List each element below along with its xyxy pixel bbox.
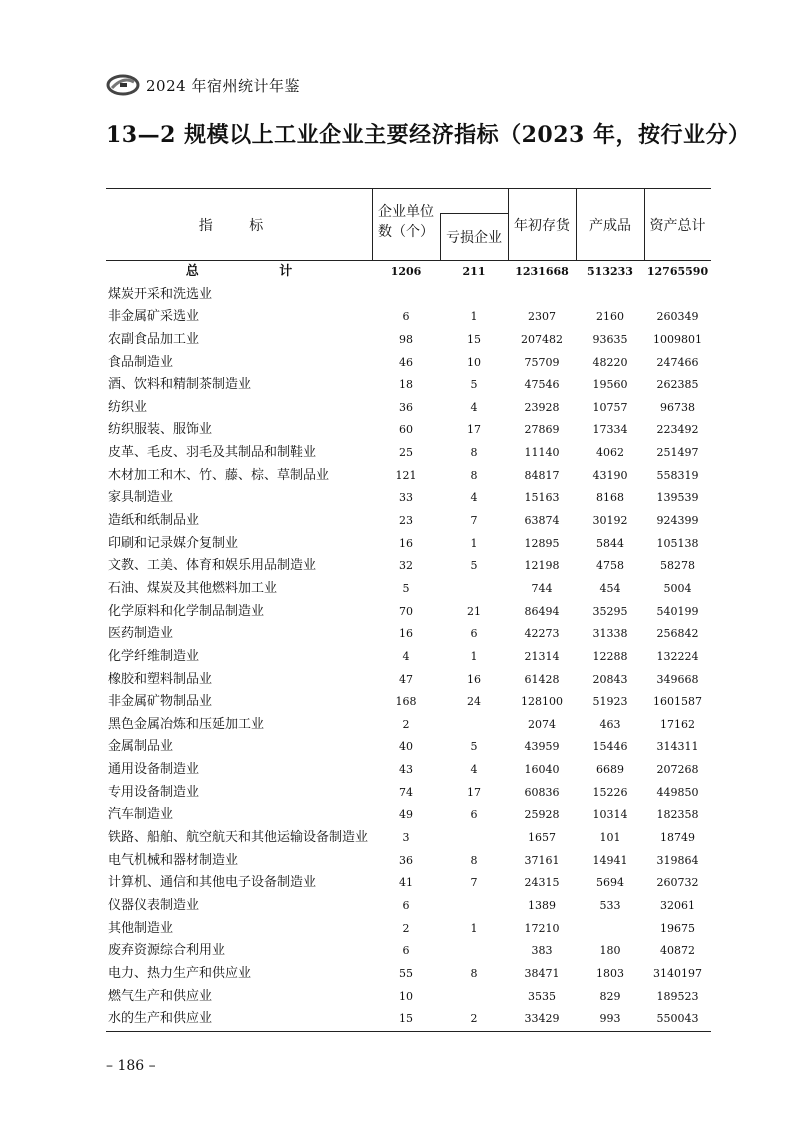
cell-finished: 4758 xyxy=(596,559,624,573)
cell-finished: 5694 xyxy=(596,876,624,890)
table-row xyxy=(106,555,711,578)
row-name: 农副食品加工业 xyxy=(108,331,200,347)
table-row xyxy=(106,646,711,669)
cell-assets: 251497 xyxy=(656,446,699,460)
row-name: 汽车制造业 xyxy=(108,807,174,823)
row-name: 家具制造业 xyxy=(108,490,174,506)
cell-finished: 20843 xyxy=(592,672,628,686)
cell-enterprises: 46 xyxy=(399,355,413,369)
table-row xyxy=(106,736,711,759)
cell-inventory: 43959 xyxy=(524,740,560,754)
col-header-assets: 资产总计 xyxy=(649,217,706,234)
cell-loss: 10 xyxy=(467,355,481,369)
row-name: 纺织业 xyxy=(108,399,148,415)
row-name: 仪器仪表制造业 xyxy=(108,897,200,913)
cell-assets: 924399 xyxy=(656,514,699,528)
cell-enterprises: 55 xyxy=(399,966,413,980)
cell-assets: 314311 xyxy=(656,740,699,754)
row-name: 木材加工和木、竹、藤、棕、草制品业 xyxy=(108,467,330,483)
row-name: 燃气生产和供应业 xyxy=(108,988,213,1004)
row-name: 专用设备制造业 xyxy=(108,784,200,800)
cell-enterprises: 10 xyxy=(399,989,413,1003)
cell-inventory: 383 xyxy=(531,944,553,958)
cell-assets: 260732 xyxy=(656,876,699,890)
row-name: 金属制品业 xyxy=(108,739,174,755)
table-row xyxy=(106,669,711,692)
col-header-indicator: 指 标 xyxy=(198,217,280,234)
cell-assets: 12765590 xyxy=(646,265,709,278)
cell-inventory: 207482 xyxy=(521,332,563,346)
table-row xyxy=(106,306,711,329)
row-name: 文教、工美、体育和娱乐用品制造业 xyxy=(108,558,317,574)
row-name: 总 计 xyxy=(185,264,331,279)
cell-enterprises: 18 xyxy=(399,378,413,392)
col-divider xyxy=(508,189,509,260)
row-name: 石油、煤炭及其他燃料加工业 xyxy=(108,580,278,596)
cell-inventory: 27869 xyxy=(524,423,560,437)
cell-assets: 449850 xyxy=(656,785,699,799)
cell-inventory: 23928 xyxy=(524,400,560,414)
table-bottom-rule xyxy=(106,1031,711,1032)
cell-loss: 6 xyxy=(470,808,478,822)
cell-enterprises: 6 xyxy=(402,944,410,958)
cell-enterprises: 43 xyxy=(399,763,413,777)
table-header xyxy=(106,189,711,260)
table-row-total xyxy=(106,261,711,284)
cell-assets: 262385 xyxy=(656,378,699,392)
cell-inventory: 1657 xyxy=(528,831,556,845)
cell-loss: 8 xyxy=(470,853,478,867)
cell-assets: 5004 xyxy=(663,581,692,595)
table-row xyxy=(106,397,711,420)
row-name: 电气机械和器材制造业 xyxy=(108,852,239,868)
row-name: 皮革、毛皮、羽毛及其制品和制鞋业 xyxy=(108,445,317,461)
table-row xyxy=(106,465,711,488)
cell-assets: 3140197 xyxy=(653,966,702,980)
row-name: 医药制造业 xyxy=(108,626,174,642)
cell-loss: 15 xyxy=(467,332,481,346)
cell-enterprises: 25 xyxy=(399,446,413,460)
row-name: 非金属矿采选业 xyxy=(108,309,200,325)
cell-enterprises: 6 xyxy=(402,310,410,324)
cell-inventory: 2307 xyxy=(528,310,556,324)
cell-loss: 1 xyxy=(470,310,478,324)
cell-enterprises: 2 xyxy=(402,717,410,731)
table-row xyxy=(106,986,711,1009)
table-row xyxy=(106,419,711,442)
cell-finished: 4062 xyxy=(596,446,624,460)
cell-finished: 15226 xyxy=(592,785,628,799)
cell-inventory: 33429 xyxy=(524,1012,560,1026)
cell-enterprises: 1206 xyxy=(390,265,422,278)
row-name: 水的生产和供应业 xyxy=(108,1011,213,1027)
cell-assets: 17162 xyxy=(660,717,695,731)
table-row xyxy=(106,963,711,986)
cell-loss: 24 xyxy=(467,695,481,709)
table-row xyxy=(106,329,711,352)
cell-loss: 4 xyxy=(470,400,478,414)
cell-inventory: 42273 xyxy=(524,627,560,641)
cell-inventory: 15163 xyxy=(524,491,560,505)
cell-finished: 5844 xyxy=(596,536,624,550)
cell-finished: 101 xyxy=(599,831,621,845)
table-row xyxy=(106,374,711,397)
cell-enterprises: 15 xyxy=(399,1012,413,1026)
cell-assets: 1601587 xyxy=(653,695,702,709)
cell-assets: 1009801 xyxy=(653,332,702,346)
cell-finished: 15446 xyxy=(592,740,628,754)
col-divider xyxy=(372,189,373,260)
cell-enterprises: 3 xyxy=(402,831,410,845)
cell-inventory: 84817 xyxy=(524,468,560,482)
cell-assets: 540199 xyxy=(656,604,699,618)
row-name: 废弃资源综合利用业 xyxy=(108,943,226,959)
table-row xyxy=(106,804,711,827)
cell-finished: 829 xyxy=(599,989,621,1003)
page-title: 13—2 规模以上工业企业主要经济指标（2023 年，按行业分） xyxy=(106,122,751,148)
cell-loss: 5 xyxy=(470,559,478,573)
cell-assets: 223492 xyxy=(656,423,699,437)
cell-enterprises: 98 xyxy=(399,332,413,346)
data-table xyxy=(106,188,711,1032)
cell-assets: 139539 xyxy=(656,491,699,505)
page-number: – 186 – xyxy=(106,1058,156,1074)
table-row xyxy=(106,284,711,307)
cell-assets: 189523 xyxy=(656,989,699,1003)
cell-enterprises: 5 xyxy=(402,581,410,595)
cell-enterprises: 36 xyxy=(399,400,413,414)
cell-assets: 247466 xyxy=(656,355,699,369)
table-row xyxy=(106,782,711,805)
cell-finished: 533 xyxy=(599,898,621,912)
cell-inventory: 37161 xyxy=(524,853,560,867)
cell-enterprises: 6 xyxy=(402,898,410,912)
table-row xyxy=(106,691,711,714)
cell-finished: 10757 xyxy=(592,400,628,414)
cell-loss: 7 xyxy=(470,514,478,528)
cell-loss: 211 xyxy=(462,265,486,278)
cell-assets: 132224 xyxy=(656,649,699,663)
cell-inventory: 11140 xyxy=(524,446,560,460)
row-name: 纺织服装、服饰业 xyxy=(108,422,213,438)
book-title: 2024 年宿州统计年鉴 xyxy=(146,76,300,95)
cell-finished: 17334 xyxy=(592,423,628,437)
table-row xyxy=(106,533,711,556)
row-name: 煤炭开采和洗选业 xyxy=(108,286,213,302)
cell-assets: 18749 xyxy=(660,831,695,845)
row-name: 造纸和纸制品业 xyxy=(108,513,200,529)
row-name: 计算机、通信和其他电子设备制造业 xyxy=(108,875,317,891)
cell-finished: 8168 xyxy=(596,491,624,505)
row-name: 其他制造业 xyxy=(108,920,174,936)
row-name: 化学纤维制造业 xyxy=(108,648,200,664)
cell-loss: 1 xyxy=(470,921,478,935)
cell-finished: 454 xyxy=(599,581,621,595)
cell-finished: 513233 xyxy=(587,265,633,278)
table-row xyxy=(106,442,711,465)
cell-inventory: 1231668 xyxy=(515,265,569,278)
cell-finished: 30192 xyxy=(592,514,628,528)
cell-enterprises: 2 xyxy=(402,921,410,935)
running-header xyxy=(106,70,300,100)
table-row xyxy=(106,714,711,737)
cell-inventory: 21314 xyxy=(524,649,560,663)
table-row xyxy=(106,1008,711,1031)
col-header-finished: 产成品 xyxy=(589,217,631,234)
table-row xyxy=(106,850,711,873)
cell-assets: 256842 xyxy=(656,627,699,641)
cell-loss: 8 xyxy=(470,468,478,482)
cell-enterprises: 70 xyxy=(399,604,413,618)
cell-enterprises: 41 xyxy=(399,876,413,890)
cell-finished: 31338 xyxy=(592,627,628,641)
col-divider xyxy=(644,189,645,260)
table-row xyxy=(106,352,711,375)
cell-loss: 8 xyxy=(470,966,478,980)
cell-enterprises: 121 xyxy=(395,468,417,482)
cell-loss: 16 xyxy=(467,672,481,686)
cell-inventory: 38471 xyxy=(524,966,560,980)
cell-enterprises: 74 xyxy=(399,785,413,799)
cell-assets: 558319 xyxy=(656,468,699,482)
col-divider xyxy=(440,213,441,260)
table-row xyxy=(106,827,711,850)
cell-loss: 1 xyxy=(470,536,478,550)
cell-enterprises: 16 xyxy=(399,627,413,641)
cell-finished: 19560 xyxy=(592,378,628,392)
subheader-rule xyxy=(440,213,508,214)
cell-inventory: 17210 xyxy=(524,921,560,935)
row-name: 电力、热力生产和供应业 xyxy=(108,965,252,981)
table-row xyxy=(106,510,711,533)
cell-inventory: 1389 xyxy=(528,898,556,912)
row-name: 非金属矿物制品业 xyxy=(108,694,213,710)
cell-loss: 4 xyxy=(470,763,478,777)
cell-finished: 43190 xyxy=(592,468,628,482)
cell-assets: 550043 xyxy=(656,1012,699,1026)
cell-assets: 19675 xyxy=(660,921,695,935)
cell-inventory: 61428 xyxy=(524,672,560,686)
cell-enterprises: 32 xyxy=(399,559,413,573)
cell-finished: 1803 xyxy=(596,966,624,980)
yearbook-logo-icon xyxy=(106,74,140,96)
cell-finished: 93635 xyxy=(592,332,628,346)
cell-inventory: 63874 xyxy=(524,514,560,528)
cell-enterprises: 47 xyxy=(399,672,413,686)
table-row xyxy=(106,940,711,963)
cell-assets: 182358 xyxy=(656,808,699,822)
cell-finished: 463 xyxy=(599,717,621,731)
table-row xyxy=(106,601,711,624)
cell-assets: 96738 xyxy=(660,400,695,414)
cell-inventory: 744 xyxy=(531,581,553,595)
cell-finished: 6689 xyxy=(596,763,624,777)
cell-assets: 319864 xyxy=(656,853,699,867)
cell-inventory: 3535 xyxy=(528,989,556,1003)
cell-enterprises: 60 xyxy=(399,423,413,437)
cell-inventory: 12198 xyxy=(524,559,560,573)
cell-loss: 5 xyxy=(470,740,478,754)
cell-enterprises: 40 xyxy=(399,740,413,754)
col-header-loss: 亏损企业 xyxy=(446,229,502,246)
cell-loss: 17 xyxy=(467,785,481,799)
cell-loss: 21 xyxy=(467,604,481,618)
cell-enterprises: 33 xyxy=(399,491,413,505)
cell-finished: 48220 xyxy=(592,355,628,369)
row-name: 化学原料和化学制品制造业 xyxy=(108,603,265,619)
cell-finished: 993 xyxy=(599,1012,621,1026)
cell-inventory: 47546 xyxy=(524,378,560,392)
cell-enterprises: 23 xyxy=(399,514,413,528)
cell-enterprises: 16 xyxy=(399,536,413,550)
table-row xyxy=(106,759,711,782)
cell-finished: 51923 xyxy=(592,695,628,709)
cell-finished: 35295 xyxy=(592,604,628,618)
cell-loss: 2 xyxy=(470,1012,478,1026)
cell-finished: 12288 xyxy=(592,649,628,663)
row-name: 印刷和记录媒介复制业 xyxy=(108,535,239,551)
cell-loss: 1 xyxy=(470,649,478,663)
col-header-enterprises: 企业单位数（个） xyxy=(378,204,434,240)
cell-loss: 6 xyxy=(470,627,478,641)
table-row xyxy=(106,895,711,918)
cell-finished: 10314 xyxy=(592,808,628,822)
cell-loss: 4 xyxy=(470,491,478,505)
cell-inventory: 12895 xyxy=(524,536,560,550)
table-row xyxy=(106,623,711,646)
cell-inventory: 16040 xyxy=(524,763,560,777)
cell-assets: 207268 xyxy=(656,763,699,777)
cell-inventory: 25928 xyxy=(524,808,560,822)
cell-loss: 8 xyxy=(470,446,478,460)
cell-enterprises: 168 xyxy=(395,695,417,709)
cell-loss: 7 xyxy=(470,876,478,890)
cell-assets: 105138 xyxy=(656,536,699,550)
cell-inventory: 86494 xyxy=(524,604,560,618)
cell-assets: 349668 xyxy=(656,672,699,686)
col-divider xyxy=(576,189,577,260)
table-row xyxy=(106,872,711,895)
cell-finished: 2160 xyxy=(596,310,624,324)
cell-loss: 17 xyxy=(467,423,481,437)
cell-assets: 58278 xyxy=(660,559,695,573)
cell-enterprises: 36 xyxy=(399,853,413,867)
cell-inventory: 2074 xyxy=(528,717,556,731)
cell-finished: 14941 xyxy=(592,853,628,867)
row-name: 黑色金属冶炼和压延加工业 xyxy=(108,716,265,732)
cell-enterprises: 49 xyxy=(399,808,413,822)
cell-inventory: 24315 xyxy=(524,876,560,890)
row-name: 食品制造业 xyxy=(108,354,174,370)
cell-enterprises: 4 xyxy=(402,649,410,663)
table-row xyxy=(106,487,711,510)
col-header-inventory: 年初存货 xyxy=(514,217,570,234)
row-name: 酒、饮料和精制茶制造业 xyxy=(108,377,252,393)
table-row xyxy=(106,918,711,941)
row-name: 通用设备制造业 xyxy=(108,762,200,778)
table-body xyxy=(106,284,711,1031)
cell-loss: 5 xyxy=(470,378,478,392)
cell-inventory: 75709 xyxy=(524,355,560,369)
cell-assets: 40872 xyxy=(660,944,695,958)
cell-assets: 32061 xyxy=(660,898,695,912)
table-row xyxy=(106,578,711,601)
row-name: 橡胶和塑料制品业 xyxy=(108,671,213,687)
cell-assets: 260349 xyxy=(656,310,699,324)
cell-inventory: 128100 xyxy=(521,695,563,709)
row-name: 铁路、船舶、航空航天和其他运输设备制造业 xyxy=(108,830,369,846)
cell-inventory: 60836 xyxy=(524,785,560,799)
cell-finished: 180 xyxy=(599,944,621,958)
